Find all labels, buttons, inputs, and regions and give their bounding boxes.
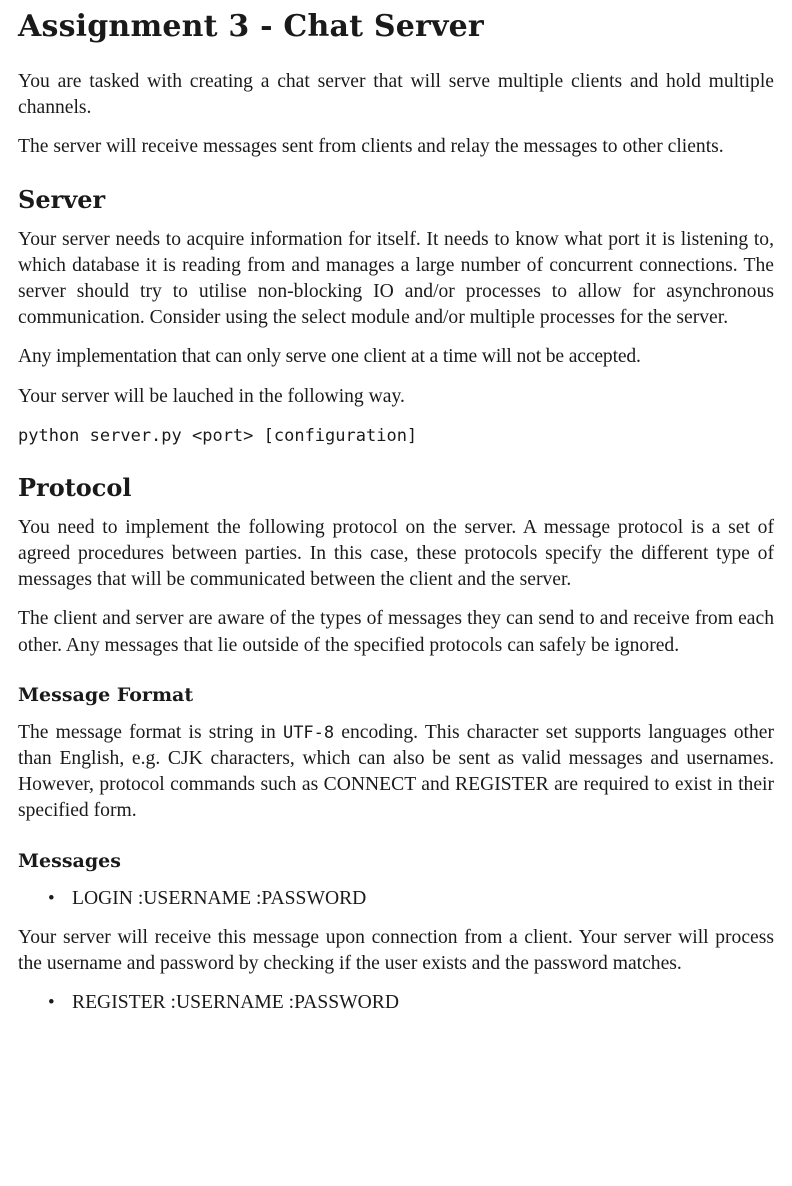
message-format-text-before: The message format is string in bbox=[18, 721, 283, 743]
server-paragraph-2: Any implementation that can only serve one client at a time will not be accepted. bbox=[18, 346, 641, 368]
register-message-label: REGISTER :USERNAME :PASSWORD bbox=[72, 992, 399, 1014]
message-format-paragraph bbox=[18, 720, 774, 825]
bullet-icon: • bbox=[48, 992, 55, 1014]
intro-paragraph-2: The server will receive messages sent from clients and relay the messages to other clients. bbox=[18, 136, 724, 158]
login-message-label: LOGIN :USERNAME :PASSWORD bbox=[72, 887, 367, 909]
register-list bbox=[18, 990, 774, 1016]
messages-heading: Messages bbox=[18, 849, 121, 872]
login-description: Your server will receive this message upon connection from a client. Your server will process the username and password by checking if the user exists and the password matches. bbox=[18, 926, 774, 974]
encoding-code: UTF-8 bbox=[282, 722, 335, 743]
message-format-text-after: encoding. This character set supports languages other than English, e.g. CJK characters, which can also be sent as valid messages and usernames. However, protocol commands such as CONNECT and REGISTER are required to exist in their specified form. bbox=[18, 721, 774, 822]
list-item-login bbox=[48, 886, 774, 912]
server-paragraph-1: Your server needs to acquire information for itself. It needs to know what port it is listening to, which database it is reading from and manages a large number of concurrent connections. The server should try to utilise non-blocking IO and/or processes to allow for asynchronous communication. Consider using the select module and/or multiple processes for the server. bbox=[18, 228, 774, 329]
page-title: Assignment 3 - Chat Server bbox=[18, 9, 484, 44]
server-heading: Server bbox=[18, 184, 106, 214]
message-format-heading: Message Format bbox=[18, 683, 194, 706]
intro-paragraph-1: You are tasked with creating a chat server that will serve multiple clients and hold multiple channels. bbox=[18, 71, 774, 119]
protocol-heading: Protocol bbox=[18, 472, 132, 502]
login-list bbox=[18, 886, 774, 912]
launch-command: python server.py <port> [configuration] bbox=[18, 425, 418, 446]
protocol-paragraph-2: The client and server are aware of the types of messages they can send to and receive from each other. Any messages that lie outside of the specified protocols can safely be ignored. bbox=[18, 608, 774, 656]
server-paragraph-3: Your server will be lauched in the following way. bbox=[18, 385, 405, 407]
list-item-register bbox=[48, 990, 774, 1016]
protocol-paragraph-1: You need to implement the following protocol on the server. A message protocol is a set of agreed procedures between parties. In this case, these protocols specify the different type of messages that will be communicated between the client and the server. bbox=[18, 516, 774, 591]
bullet-icon: • bbox=[48, 887, 55, 909]
